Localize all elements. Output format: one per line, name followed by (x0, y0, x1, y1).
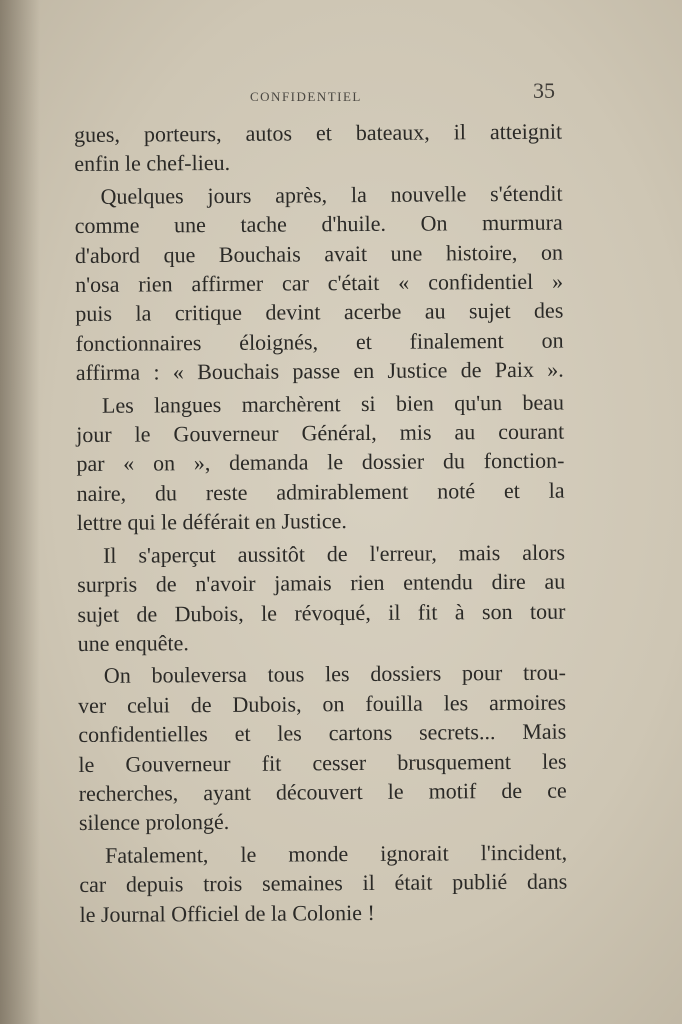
text-line: n'osa rien affirmer car c'était « confidentiel » (75, 268, 564, 298)
text-line: naire, du reste admirablement noté et la (76, 477, 565, 506)
paragraph-2 (74, 178, 563, 387)
text-line: le Journal Officiel de la Colonie ! (79, 899, 375, 927)
text-line: gues, porteurs, autos et bateaux, il atteignit (74, 118, 563, 147)
text-line: Fatalement, le monde ignorait l'incident, (105, 839, 568, 868)
text-line: lettre qui le déférait en Justice. (76, 508, 347, 536)
text-line: Les langues marchèrent si bien qu'un beau (101, 389, 565, 418)
text-line: par « on », demanda le dossier du fonction- (76, 448, 565, 477)
paragraph-5 (78, 658, 567, 838)
text-line: puis la critique devint acerbe au sujet des (75, 298, 564, 327)
text-line: surpris de n'avoir jamais rien entendu dire au (77, 568, 566, 598)
binding-shadow (0, 0, 40, 1024)
text-line: affirma : « Bouchais passe en Justice de Paix ». (75, 356, 564, 386)
text-line: car depuis trois semaines il était publié dans (79, 868, 568, 898)
text-line: fonctionnaires éloignés, et finalement on (75, 327, 564, 356)
paragraph-1 (74, 117, 562, 179)
paragraph-4 (77, 537, 566, 658)
text-line: silence prolongé. (78, 809, 230, 836)
text-line: ver celui de Dubois, on fouilla les armoires (77, 689, 567, 718)
text-line: le Gouverneur fit cesser brusquement les (78, 748, 567, 777)
paragraph-6 (79, 837, 568, 929)
text-line: recherches, ayant découvert le motif de ce (78, 777, 567, 806)
text-line: sujet de Dubois, le révoqué, il fit à son tour (77, 598, 566, 627)
page-number: 35 (533, 78, 555, 103)
text-line: jour le Gouverneur Général, mis au courant (76, 418, 565, 448)
text-line: Il s'aperçut aussitôt de l'erreur, mais alors (102, 539, 566, 568)
body-text (74, 117, 568, 929)
text-line: une enquête. (77, 630, 189, 656)
text-line: enfin le chef-lieu. (74, 150, 231, 177)
text-line: Quelques jours après, la nouvelle s'étendit (100, 180, 563, 209)
paragraph-3 (76, 387, 565, 537)
text-line: On bouleversa tous les dossiers pour trou- (103, 659, 566, 689)
text-line: confidentielles et les cartons secrets... Mais (78, 718, 567, 748)
text-line: comme une tache d'huile. On murmura (74, 209, 563, 239)
running-title: CONFIDENTIEL (250, 89, 362, 104)
text-line: d'abord que Bouchais avait une histoire, on (74, 239, 564, 268)
